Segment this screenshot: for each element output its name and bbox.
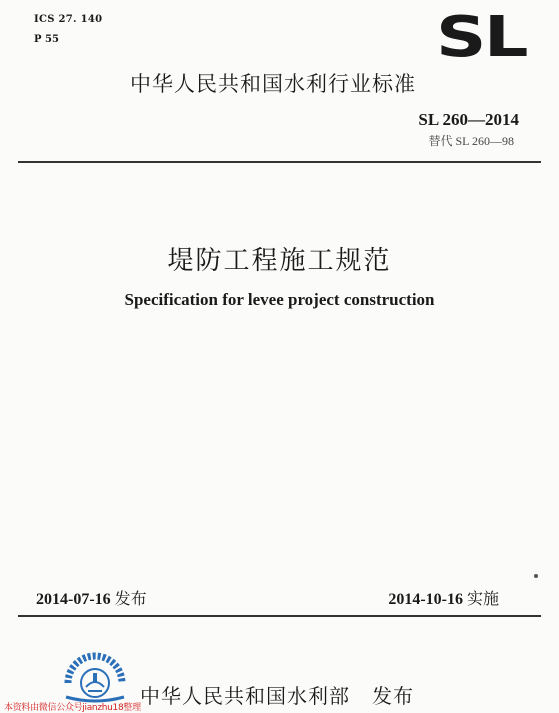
implement-label: 实施 bbox=[466, 589, 499, 608]
implement-date-line bbox=[388, 586, 499, 609]
implement-date: 2014-10-16 bbox=[388, 591, 463, 608]
replaces-note: 替代 SL 260—98 bbox=[428, 134, 514, 148]
issue-label: 发布 bbox=[114, 589, 147, 608]
watermark-text: 本资料由微信公众号jianzhu18整理 bbox=[4, 703, 141, 713]
scan-speck bbox=[534, 574, 538, 578]
issue-date-line bbox=[36, 586, 147, 609]
standard-number: SL 260—2014 bbox=[418, 110, 519, 129]
title-english: Specification for levee project construction bbox=[124, 290, 435, 309]
issue-date: 2014-07-16 bbox=[36, 591, 111, 608]
publish-label: 发布 bbox=[372, 684, 414, 708]
p-code: P 55 bbox=[34, 34, 59, 45]
standard-category: 中华人民共和国水利行业标准 bbox=[130, 72, 416, 96]
bottom-divider bbox=[18, 615, 541, 617]
publisher-line bbox=[140, 680, 414, 709]
publisher-name: 中华人民共和国水利部 bbox=[140, 684, 350, 708]
ics-code: ICS 27. 140 bbox=[34, 14, 103, 25]
top-divider bbox=[18, 161, 541, 163]
ministry-emblem-icon bbox=[60, 647, 130, 705]
title-chinese: 堤防工程施工规范 bbox=[167, 246, 392, 276]
sl-logo: SL bbox=[436, 5, 527, 70]
